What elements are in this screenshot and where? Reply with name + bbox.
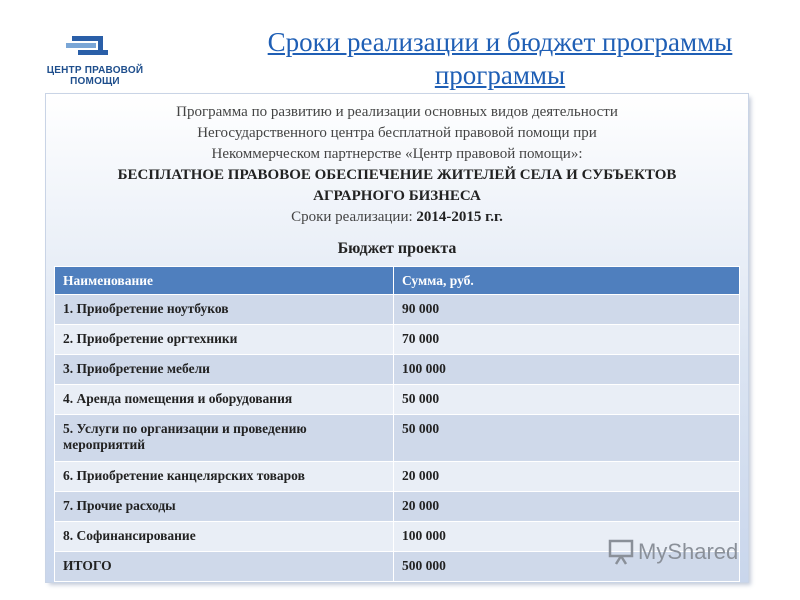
- row-name: 7. Прочие расходы: [55, 492, 394, 522]
- watermark-text: MyShared: [638, 539, 739, 564]
- watermark: [608, 537, 768, 567]
- table-row: [55, 355, 740, 385]
- table-row: [55, 385, 740, 415]
- presentation-icon: [608, 539, 634, 565]
- intro-line: Негосударственного центра бесплатной правовой помощи при: [197, 125, 597, 141]
- slide-title: Сроки реализации и бюджет программы программы: [267, 27, 733, 90]
- row-amount: 50 000: [394, 415, 740, 462]
- row-name: 3. Приобретение мебели: [55, 355, 394, 385]
- row-amount: 100 000: [394, 355, 740, 385]
- row-amount: 90 000: [394, 295, 740, 325]
- program-description: [46, 102, 748, 228]
- row-name: 4. Аренда помещения и оборудования: [55, 385, 394, 415]
- budget-title: Бюджет проекта: [337, 240, 457, 257]
- row-name: 1. Приобретение ноутбуков: [55, 295, 394, 325]
- period-label: Сроки реализации:: [291, 209, 413, 225]
- table-header-row: [55, 267, 740, 295]
- row-name: 5. Услуги по организации и проведению мероприятий: [55, 415, 394, 462]
- column-header-name: Наименование: [55, 267, 394, 295]
- total-amount: 500 000: [394, 552, 740, 582]
- content-panel: [46, 94, 748, 582]
- row-name: 2. Приобретение оргтехники: [55, 325, 394, 355]
- row-amount: 20 000: [394, 462, 740, 492]
- program-name-line: БЕСПЛАТНОЕ ПРАВОВОЕ ОБЕСПЕЧЕНИЕ ЖИТЕЛЕЙ СЕЛА И СУБЪЕКТОВ: [117, 167, 677, 183]
- logo: [40, 34, 150, 87]
- intro-line: Некоммерческом партнерстве «Центр правовой помощи»:: [211, 146, 583, 162]
- row-amount: 50 000: [394, 385, 740, 415]
- total-label: ИТОГО: [55, 552, 394, 582]
- budget-table: [54, 266, 740, 582]
- row-name: 6. Приобретение канцелярских товаров: [55, 462, 394, 492]
- column-header-amount: Сумма, руб.: [394, 267, 740, 295]
- row-amount: 20 000: [394, 492, 740, 522]
- logo-text: ЦЕНТР ПРАВОВОЙ ПОМОЩИ: [46, 65, 144, 87]
- period-line: [46, 207, 748, 228]
- row-name: 8. Софинансирование: [55, 522, 394, 552]
- logo-icon: [58, 34, 118, 64]
- table-row: [55, 415, 740, 462]
- period-value: 2014-2015 г.г.: [416, 209, 503, 225]
- table-row: [55, 492, 740, 522]
- table-row: [55, 462, 740, 492]
- table-row: [55, 325, 740, 355]
- row-amount: 100 000: [394, 522, 740, 552]
- program-name-line: АГРАРНОГО БИЗНЕСА: [313, 188, 481, 204]
- row-amount: 70 000: [394, 325, 740, 355]
- intro-line: Программа по развитию и реализации основных видов деятельности: [176, 104, 618, 120]
- table-row: [55, 295, 740, 325]
